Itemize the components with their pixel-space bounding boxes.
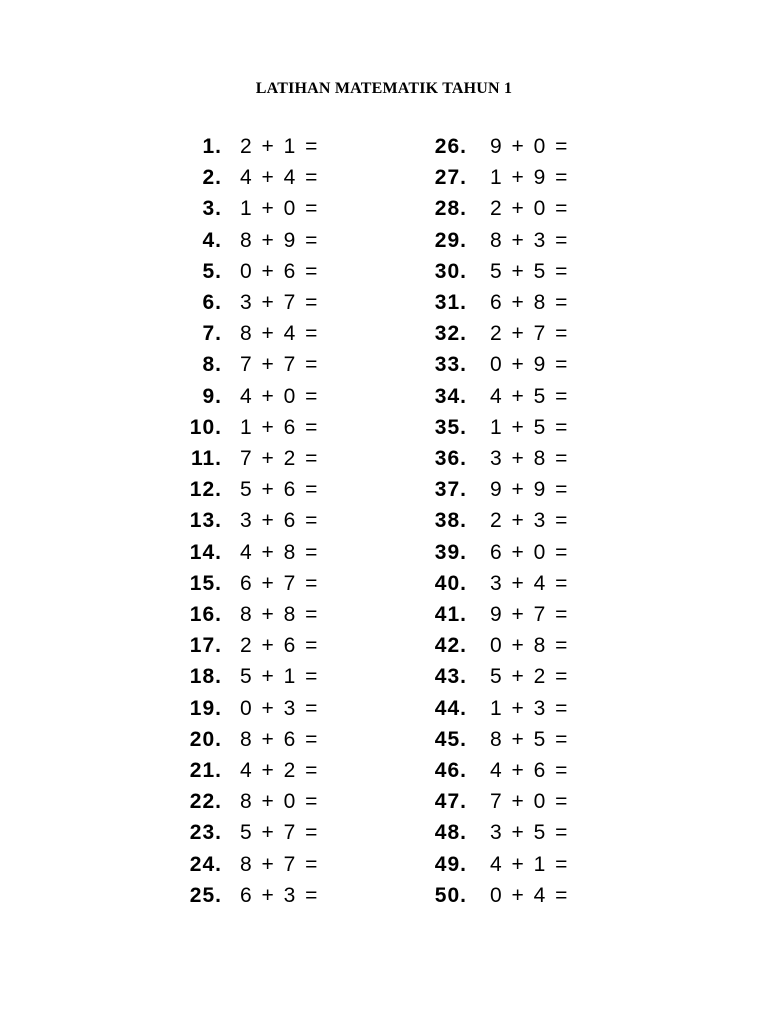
problem-expression: 8 + 7 = [240, 852, 319, 876]
problem-number: 24. [189, 852, 222, 876]
problem-number: 50. [434, 883, 467, 907]
problem-number: 46. [434, 759, 467, 782]
problem-number: 31. [434, 291, 467, 314]
problem-number: 8. [202, 353, 222, 377]
problem-expression: 5 + 5 = [490, 259, 569, 283]
problem-row [0, 693, 768, 724]
problem-number: 27. [434, 166, 467, 190]
problem-expression: 4 + 2 = [240, 759, 319, 782]
problem-expression: 0 + 6 = [240, 259, 319, 283]
problem-number: 35. [434, 415, 467, 439]
problem-row [0, 849, 768, 880]
problem-expression: 8 + 0 = [240, 790, 319, 814]
problem-expression: 0 + 9 = [490, 353, 569, 377]
problem-number: 42. [434, 634, 467, 658]
problem-expression: 1 + 0 = [240, 197, 319, 221]
problem-expression: 4 + 6 = [490, 759, 569, 782]
problem-expression: 8 + 4 = [240, 322, 319, 346]
problem-row [0, 724, 768, 755]
problem-row [0, 817, 768, 848]
problem-expression: 2 + 6 = [240, 634, 319, 658]
problem-row [0, 630, 768, 661]
problem-expression: 6 + 8 = [490, 291, 569, 314]
problem-expression: 3 + 4 = [490, 571, 569, 595]
problem-row [0, 162, 768, 193]
problem-number: 3. [202, 197, 222, 221]
problem-number: 11. [190, 447, 222, 470]
problem-number: 17. [189, 634, 222, 658]
problem-row [0, 443, 768, 474]
problem-expression: 2 + 0 = [490, 197, 569, 221]
problem-expression: 9 + 7 = [490, 603, 569, 626]
problem-number: 2. [202, 166, 222, 190]
problem-row [0, 349, 768, 380]
problem-number: 5. [202, 259, 222, 283]
problem-number: 23. [189, 821, 222, 845]
problem-number: 9. [202, 384, 222, 408]
problem-row [0, 381, 768, 412]
problem-row [0, 318, 768, 349]
problem-number: 39. [434, 540, 467, 564]
problem-number: 6. [202, 291, 222, 314]
problem-expression: 0 + 8 = [490, 634, 569, 658]
problem-number: 16. [189, 603, 222, 626]
problem-expression: 6 + 7 = [240, 571, 319, 595]
problem-row [0, 755, 768, 786]
problem-number: 29. [434, 228, 467, 252]
problem-number: 41. [434, 603, 467, 626]
problem-number: 30. [434, 259, 467, 283]
problem-expression: 1 + 9 = [490, 166, 569, 190]
problem-number: 19. [189, 696, 222, 720]
problem-expression: 4 + 5 = [490, 384, 569, 408]
problem-number: 15. [189, 571, 222, 595]
problem-row [0, 131, 768, 162]
problem-number: 18. [189, 665, 222, 689]
problem-expression: 1 + 3 = [490, 696, 569, 720]
problem-number: 7. [202, 322, 222, 346]
problem-number: 47. [434, 790, 467, 814]
problem-number: 13. [189, 509, 222, 533]
problem-expression: 7 + 0 = [490, 790, 569, 814]
problem-expression: 7 + 2 = [240, 447, 319, 470]
problem-expression: 8 + 8 = [240, 603, 319, 626]
problem-row [0, 786, 768, 817]
problem-row [0, 474, 768, 505]
problem-expression: 8 + 3 = [490, 228, 569, 252]
problem-expression: 7 + 7 = [240, 353, 319, 377]
problem-row [0, 661, 768, 692]
problem-expression: 8 + 6 = [240, 727, 319, 751]
problem-number: 37. [434, 478, 467, 502]
problem-number: 43. [434, 665, 467, 689]
problem-number: 14. [189, 540, 222, 564]
problem-number: 21. [189, 759, 222, 782]
problem-expression: 4 + 8 = [240, 540, 319, 564]
problem-row [0, 537, 768, 568]
problem-expression: 5 + 1 = [240, 665, 319, 689]
problem-expression: 8 + 5 = [490, 727, 569, 751]
problem-number: 34. [434, 384, 467, 408]
problem-expression: 6 + 0 = [490, 540, 569, 564]
problem-number: 28. [434, 197, 467, 221]
problem-expression: 3 + 8 = [490, 447, 569, 470]
problem-number: 48. [434, 821, 467, 845]
problem-row [0, 568, 768, 599]
problem-row [0, 193, 768, 224]
problem-expression: 9 + 9 = [490, 478, 569, 502]
problem-number: 32. [434, 322, 467, 346]
problem-row [0, 880, 768, 911]
problem-number: 26. [434, 135, 467, 158]
page-title: LATIHAN MATEMATIK TAHUN 1 [255, 80, 513, 97]
problem-expression: 8 + 9 = [240, 228, 319, 252]
problem-expression: 9 + 0 = [490, 135, 569, 158]
problem-expression: 1 + 6 = [240, 415, 319, 439]
problem-expression: 3 + 6 = [240, 509, 319, 533]
problem-expression: 1 + 5 = [490, 415, 569, 439]
problem-expression: 0 + 3 = [240, 696, 319, 720]
problem-row [0, 412, 768, 443]
problem-expression: 3 + 5 = [490, 821, 569, 845]
problem-expression: 6 + 3 = [240, 883, 319, 907]
problem-expression: 2 + 1 = [240, 135, 319, 158]
problem-number: 1. [202, 135, 222, 158]
problem-expression: 4 + 0 = [240, 384, 319, 408]
problem-row [0, 599, 768, 630]
problem-number: 40. [434, 571, 467, 595]
problem-number: 38. [434, 509, 467, 533]
problem-expression: 3 + 7 = [240, 291, 319, 314]
problem-number: 4. [202, 228, 222, 252]
problem-number: 36. [434, 447, 467, 470]
problem-number: 25. [189, 883, 222, 907]
problem-expression: 5 + 6 = [240, 478, 319, 502]
problem-expression: 2 + 3 = [490, 509, 569, 533]
problem-expression: 0 + 4 = [490, 883, 569, 907]
problem-number: 33. [434, 353, 467, 377]
problem-row [0, 287, 768, 318]
problem-expression: 5 + 2 = [490, 665, 569, 689]
problem-expression: 4 + 1 = [490, 852, 569, 876]
problem-number: 12. [189, 478, 222, 502]
problem-row [0, 505, 768, 536]
problem-row [0, 225, 768, 256]
problem-expression: 2 + 7 = [490, 322, 569, 346]
problem-number: 45. [434, 727, 467, 751]
problem-number: 22. [189, 790, 222, 814]
problem-number: 20. [189, 727, 222, 751]
problem-expression: 4 + 4 = [240, 166, 319, 190]
problem-expression: 5 + 7 = [240, 821, 319, 845]
problem-number: 10. [189, 415, 222, 439]
problem-row [0, 256, 768, 287]
problem-number: 49. [434, 852, 467, 876]
problem-number: 44. [434, 696, 467, 720]
